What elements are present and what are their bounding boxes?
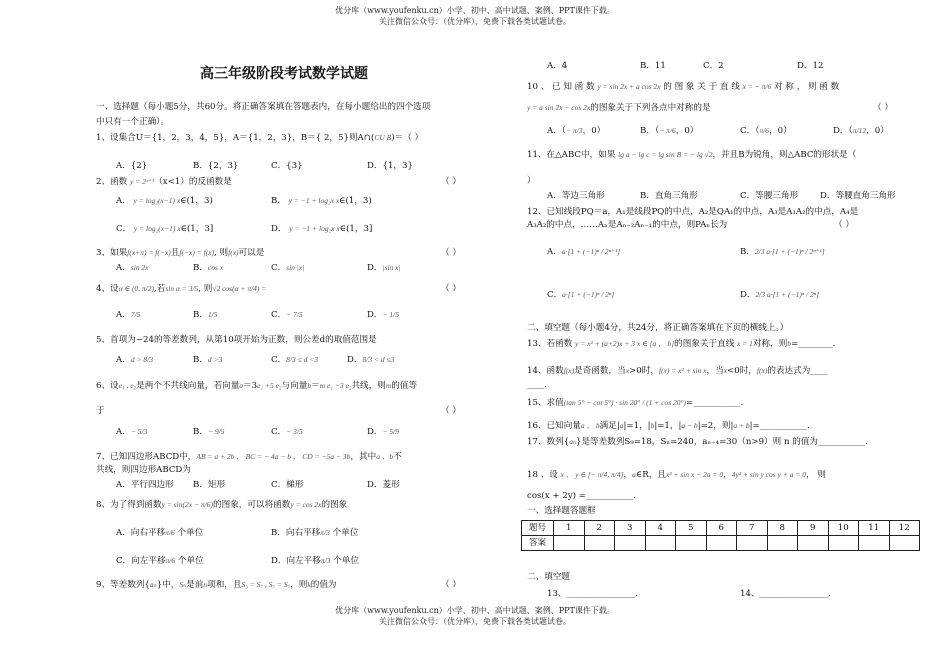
- answer-table-number: 4: [645, 521, 676, 536]
- answer-cell[interactable]: [798, 536, 829, 551]
- fill-in-heading: 二、填空题: [527, 572, 570, 582]
- q9-option-d: D．12: [797, 61, 824, 71]
- q6-option-c: C．− 3/5: [271, 427, 303, 437]
- q12-option-d: D．2/3 a·[1 + (−1)ⁿ / 2ⁿ]: [740, 290, 820, 300]
- q11-option-a: A．等边三角形: [547, 191, 605, 201]
- q7-option-d: D．菱形: [367, 480, 400, 490]
- fill-in-14[interactable]: 14、________________.: [740, 589, 832, 599]
- q3-option-b: B．cos x: [193, 263, 224, 273]
- question-6: 6、设e₁ , e₂是两个不共线向量，若向量a＝3e₁ +5 e₂与向量b＝m e₁ −3 e₂共线，则m的值等: [96, 381, 418, 391]
- q6-option-a: A．− 5/3: [116, 427, 148, 437]
- q10-answer-paren: （ ）: [873, 103, 893, 113]
- answer-table-number: 5: [676, 521, 707, 536]
- question-11-cont: ）: [527, 176, 536, 186]
- footer-line-1: 优分库（www.youfenku.cn）小学、初中、高中试题、案例、PPT课件下载。: [335, 606, 615, 615]
- question-14: 14、函数f(x)是奇函数，当x>0时，f(x) = x² + sin x，当x<0时，f(x)的表达式为____: [527, 366, 828, 376]
- q1-option-c: C．{3}: [271, 161, 303, 171]
- page-title: 高三年级阶段考试数学试题: [200, 66, 368, 82]
- answer-table-number: 11: [859, 521, 890, 536]
- fill-in-13[interactable]: 13、________________.: [547, 589, 639, 599]
- q5-option-a: A．d > 8/3: [116, 355, 153, 365]
- q9-option-c: C．2: [703, 61, 724, 71]
- question-17: 17、数列{aₙ}是等差数列S₉=18，Sₙ=240，aₙ₋₄=30（n>9）则 n 的值为___________.: [527, 437, 869, 447]
- q4-option-b: B．1/5: [193, 310, 218, 320]
- q4-answer-paren: （ ）: [441, 284, 461, 294]
- q10-option-a: A．（− π/3，0）: [547, 126, 606, 136]
- footer-line-2: 关注微信公众号：（优分库），免费下载各类试题试卷。: [379, 617, 571, 626]
- question-12: 12、已知线段PQ＝a，A₁是线段PQ的中点，A₂是QA₁的中点，A₃是A₁A₂的中点，A₄是: [527, 207, 859, 217]
- q6-option-d: D．− 5/9: [367, 427, 400, 437]
- q2-option-b: B． y = −1 + log₂x x∈(1，3): [271, 196, 372, 206]
- q12-answer-paren: （ ）: [834, 220, 854, 230]
- question-1: 1、设集合U＝{1，2，3，4，5}，A＝{1，2，3}，B＝{ 2，5}则A∩(CU B)＝（ ）: [96, 133, 424, 143]
- answer-table-answer-row: [522, 536, 920, 551]
- answer-cell[interactable]: [554, 536, 585, 551]
- section-2-heading: 二、填空题（每小题4分，共24分，将正确答案填在下页的横线上。）: [527, 323, 789, 333]
- answer-table-answer-label: 答案: [522, 536, 554, 551]
- q9-option-a: A．4: [547, 61, 568, 71]
- q12-option-a: A．a·[1 + (−1)ⁿ / 2ⁿ⁺¹]: [547, 247, 621, 257]
- answer-cell[interactable]: [706, 536, 737, 551]
- q1-option-d: D．{1，3}: [367, 161, 413, 171]
- q1-option-b: B．{2，3}: [193, 161, 239, 171]
- q10-option-b: B．（− π/6，0）: [640, 126, 699, 136]
- q3-option-c: C．sin |x|: [271, 263, 305, 273]
- q9-option-b: B．11: [640, 61, 666, 71]
- q6-answer-paren: （ ）: [441, 406, 461, 416]
- q2-option-a: A． y = log₂(x−1) x∈(1，3): [116, 196, 213, 206]
- q10-option-d: D．（π/12，0）: [833, 126, 889, 136]
- answer-cell[interactable]: [767, 536, 798, 551]
- q1-option-a: A．{2}: [116, 161, 148, 171]
- q4-option-c: C．− 7/5: [271, 310, 303, 320]
- question-11: 11、在△ABC中，如果 lg a − lg c = lg sin B = − lg √2，并且B为锐角，则△ABC的形状是（: [527, 150, 857, 160]
- q12-option-b: B．2/3 a·[1 + (−1)ⁿ / 2ⁿ⁺¹]: [740, 247, 825, 257]
- answer-cell[interactable]: [889, 536, 920, 551]
- q5-option-d: D．8/3 < d ≤3: [347, 355, 395, 365]
- q9-answer-paren: （ ）: [441, 580, 461, 590]
- question-18-cont: cos(x + 2y) =___________.: [527, 491, 636, 501]
- section-1-heading-cont: 中只有一个正确）。: [96, 117, 170, 127]
- question-10: 10 、 已 知 函 数 y = sin 2x + a cos 2x 的 图 象 关 于 直 线 x = − π/6 对 称 ， 则 函 数: [527, 82, 840, 92]
- q3-option-a: A．sin 2x: [116, 263, 149, 273]
- question-16: 16、已知向量a 、 b满足|a|=1，|b|=1，|a − b|=2，则|a + b|=___________.: [527, 421, 810, 431]
- q3-answer-paren: （ ）: [441, 248, 461, 258]
- question-4: 4、设α ∈ (0, π/2),若sin α = 3/5, 则√2 cos(α + π/4) =: [96, 284, 267, 294]
- header-line-2: 关注微信公众号：（优分库），免费下载各类试题试卷。: [379, 17, 571, 26]
- answer-table-number: 7: [737, 521, 768, 536]
- question-13: 13、若函数 y = x² + (a+2)x + 3 x ∈ [a ， b]的图象关于直线 x = 1对称，则b=________.: [527, 339, 836, 349]
- answer-cell[interactable]: [828, 536, 859, 551]
- q10-option-c: C．（π/6，0）: [740, 126, 792, 136]
- q8-option-b: B．向右平移π/3 个单位: [271, 528, 359, 538]
- q3-option-d: D．|sin x|: [367, 263, 401, 273]
- answer-table-number: 9: [798, 521, 829, 536]
- q5-option-b: B．d >3: [193, 355, 223, 365]
- q4-option-d: D．− 1/5: [367, 310, 400, 320]
- q7-option-a: A．平行四边形: [116, 480, 174, 490]
- q8-option-d: D．向左平移π/3 个单位: [271, 556, 359, 566]
- answer-box-heading: 一、选择题答题框: [527, 506, 596, 516]
- q8-option-c: C．向左平移π/6 个单位: [116, 556, 204, 566]
- answer-cell[interactable]: [615, 536, 646, 551]
- answer-table-number: 8: [767, 521, 798, 536]
- q4-option-a: A．7/5: [116, 310, 141, 320]
- q11-option-d: D．等腰直角三角形: [820, 191, 896, 201]
- answer-table-number: 1: [554, 521, 585, 536]
- question-12-cont: A₃A₂的中点，……Aₙ是Aₙ₋₂Aₙ₋₁的中点，则PAₙ长为: [527, 220, 728, 230]
- question-3: 3、如果f(x+π) = f(−x)且f(−x) = f(x), 则f(x)可以是: [96, 248, 265, 258]
- q2-option-c: C． y = log₂(x−1) x∈(1，3]: [116, 224, 214, 234]
- q2-option-d: D． y = −1 + log₂x x∈(1，3]: [271, 224, 373, 234]
- section-1-heading: 一、选择题（每小题5分，共60分。将正确答案填在答题表内，在每小题给出的四个选项: [96, 102, 431, 112]
- answer-table-number: 3: [615, 521, 646, 536]
- q7-option-b: B．矩形: [193, 480, 226, 490]
- q11-option-b: B．直角三角形: [640, 191, 698, 201]
- question-9: 9、等差数列{aₙ}中，Sₙ是前n项和，且S₃ = S₇ , S₇ = S₇，则k的值为: [96, 580, 337, 590]
- answer-table-number: 6: [706, 521, 737, 536]
- question-7: 7、已知四边形ABCD中，AB = a + 2b ， BC = − 4a − b ， CD = −5a − 3b，其中a 、b不: [96, 452, 402, 462]
- question-5: 5、首项为−24的等差数列，从第10项开始为正数，则公差d的取值范围是: [96, 335, 377, 345]
- answer-table-header-label: 题号: [522, 521, 554, 536]
- question-2: 2、函数 y = 2ˣ⁺¹（x<1）的反函数是: [96, 177, 232, 187]
- answer-table-number: 12: [889, 521, 920, 536]
- q6-option-b: B．− 9/5: [193, 427, 225, 437]
- question-8: 8、为了得到函数y = sin(2x − π/6)的图象，可以将函数y = cos 2x的图象: [96, 500, 348, 510]
- answer-cell[interactable]: [737, 536, 768, 551]
- question-10-cont: y = a sin 2x − cos 2x的图象关于下列各点中对称的是: [527, 103, 711, 113]
- q8-option-a: A．向右平移π/6 个单位: [116, 528, 204, 538]
- question-6-cont: 于: [96, 406, 105, 416]
- header-line-1: 优分库（www.youfenku.cn）小学、初中、高中试题、案例、PPT课件下载。: [335, 6, 615, 15]
- answer-cell[interactable]: [676, 536, 707, 551]
- answer-table-header-row: [522, 521, 920, 536]
- question-15: 15、求值(tan 5° − cot 5°) · sin 20° / (1 + cos 20°)=___________.: [527, 398, 744, 408]
- question-18: 18 、设 x 、 y ∈ [− π/4, π/4]，a∈R，且x³ + sin x − 2a = 0，4y³ + sin y cos y + a = 0， 则: [527, 470, 826, 480]
- question-14-cont: ____.: [527, 380, 547, 390]
- q11-option-c: C．等腰三角形: [740, 191, 799, 201]
- q7-option-c: C．梯形: [271, 480, 304, 490]
- question-7-cont: 共线，则四边形ABCD为: [96, 465, 191, 475]
- answer-table-number: 2: [584, 521, 615, 536]
- answer-table: [521, 520, 920, 551]
- q12-option-c: C．a·[1 + (−1)ⁿ / 2ⁿ]: [547, 290, 615, 300]
- answer-cell[interactable]: [584, 536, 615, 551]
- q2-answer-paren: （ ）: [441, 177, 461, 187]
- answer-table-number: 10: [828, 521, 859, 536]
- q5-option-c: C．8/3 ≤ d <3: [271, 355, 319, 365]
- answer-cell[interactable]: [645, 536, 676, 551]
- answer-cell[interactable]: [859, 536, 890, 551]
